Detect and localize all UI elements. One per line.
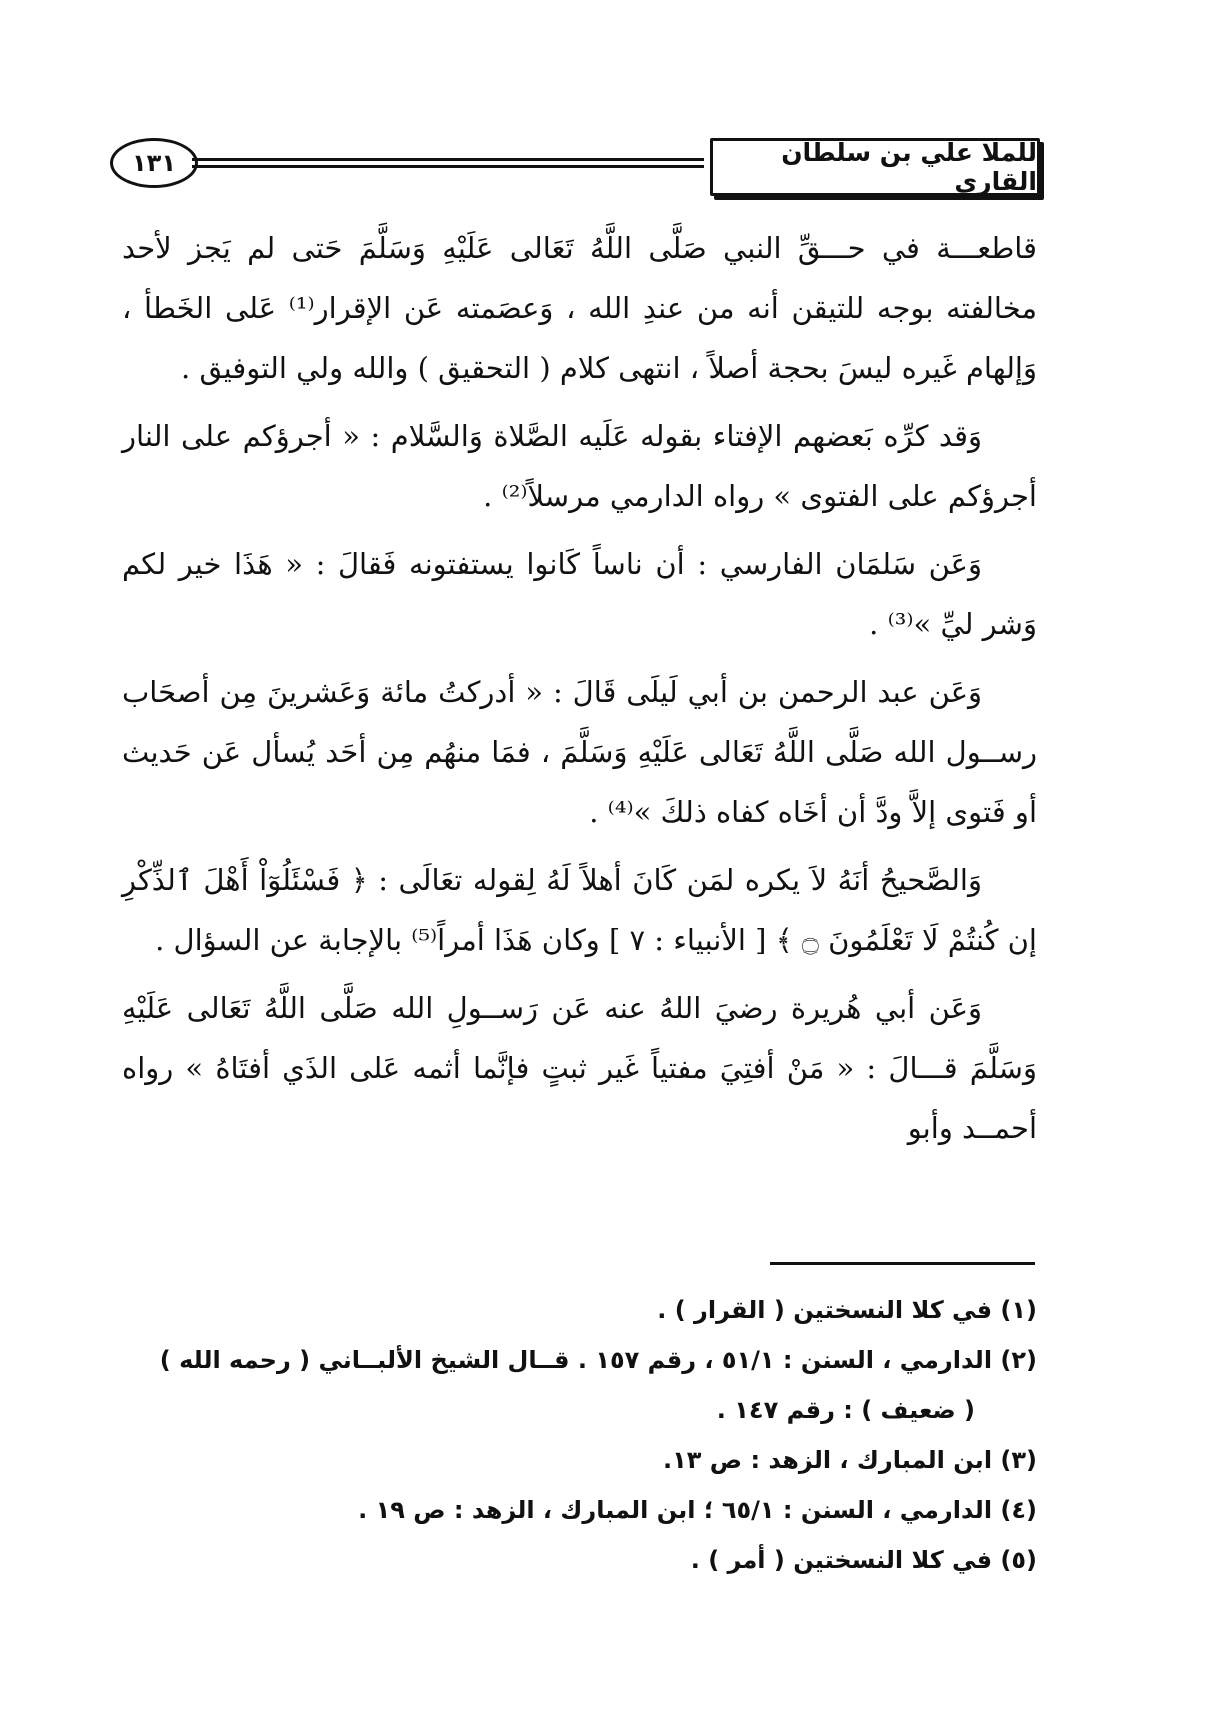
paragraph: وَعَن أبي هُريرة رضيَ اللهُ عنه عَن رَســولِ الله صَلَّى اللَّهُ تَعَالى عَلَيْهِ وَسَلَّمَ قـــالَ : « مَنْ أفتِيَ مفتياً غَير ثبتٍ فإنَّما أثمه عَلى الذَي أفتَاهُ » رواه أحمــد وأبو	[122, 991, 1037, 1145]
footnote: (٥) في كلا النسختين ( أمر ) .	[690, 1546, 1037, 1574]
footnote-separator	[770, 1262, 1035, 1265]
page-number-oval	[110, 138, 198, 188]
footnote: (١) في كلا النسختين ( القرار ) .	[657, 1296, 1037, 1324]
footnote-continuation: ( ضعيف ) : رقم ١٤٧ .	[716, 1396, 975, 1424]
page-header	[110, 138, 1040, 198]
footnote: (٣) ابن المبارك ، الزهد : ص ١٣.	[663, 1446, 1037, 1474]
footnotes	[122, 1285, 1037, 1585]
paragraph: وَعَن سَلمَان الفارسي : أن ناساً كَانوا يستفتونه فَقالَ : « هَذَا خير لكم وَشر ليِّ »⁽³⁾ .	[122, 547, 1037, 641]
main-text	[122, 218, 1037, 1166]
header-rule	[192, 158, 704, 168]
footnote: (٢) الدارمي ، السنن : ٥١/١ ، رقم ١٥٧ . قــال الشيخ الألبــاني ( رحمه الله )	[159, 1346, 1037, 1374]
running-title: للملا علي بن سلطان القاري	[781, 138, 1037, 196]
footnote: (٤) الدارمي ، السنن : ٦٥/١ ؛ ابن المبارك ، الزهد : ص ١٩ .	[358, 1496, 1037, 1524]
page-number: ١٣١	[132, 149, 176, 177]
paragraph: وَقد كرِّه بَعضهم الإفتاء بقوله عَلَيه الصَّلاة وَالسَّلام : « أجرؤكم على النار أجرؤكم على الفتوى » رواه الدارمي مرسلاً⁽²⁾ .	[122, 419, 1037, 513]
header-title-box	[710, 138, 1040, 196]
paragraph: وَعَن عبد الرحمن بن أبي لَيلَى قَالَ : « أدركتُ مائة وَعَشرينَ مِن أصحَاب رســول الله صَلَّى اللَّهُ تَعَالى عَلَيْهِ وَسَلَّمَ ، فمَا منهُم مِن أحَد يُسأل عَن حَديث أو فَتوى إلاَّ ودَّ أن أخَاه كفاه ذلكَ »⁽⁴⁾ .	[122, 675, 1037, 829]
paragraph: قاطعـــة في حـــقِّ النبي صَلَّى اللَّهُ تَعَالى عَلَيْهِ وَسَلَّمَ حَتى لم يَجز لأحد مخالفته بوجه للتيقن أنه من عندِ الله ، وَعصَمته عَن الإقرار⁽¹⁾ عَلى الخَطأ ، وَإلهام غَيره ليسَ بحجة أصلاً ، انتهى كلام ( التحقيق ) والله ولي التوفيق .	[122, 231, 1038, 385]
paragraph: وَالصَّحيحُ أنَهُ لاَ يكره لمَن كَانَ أهلاً لَهُ لِقوله تعَالَى : ﴿ فَسْئَلُوٓاْ أَهْلَ ٱلذِّكْرِ إن كُنتُمْ لَا تَعْلَمُونَ ۝ ﴾ [ الأنبياء : ٧ ] وكان هَذَا أمراً⁽⁵⁾ بالإجابة عن السؤال .	[122, 863, 1037, 957]
